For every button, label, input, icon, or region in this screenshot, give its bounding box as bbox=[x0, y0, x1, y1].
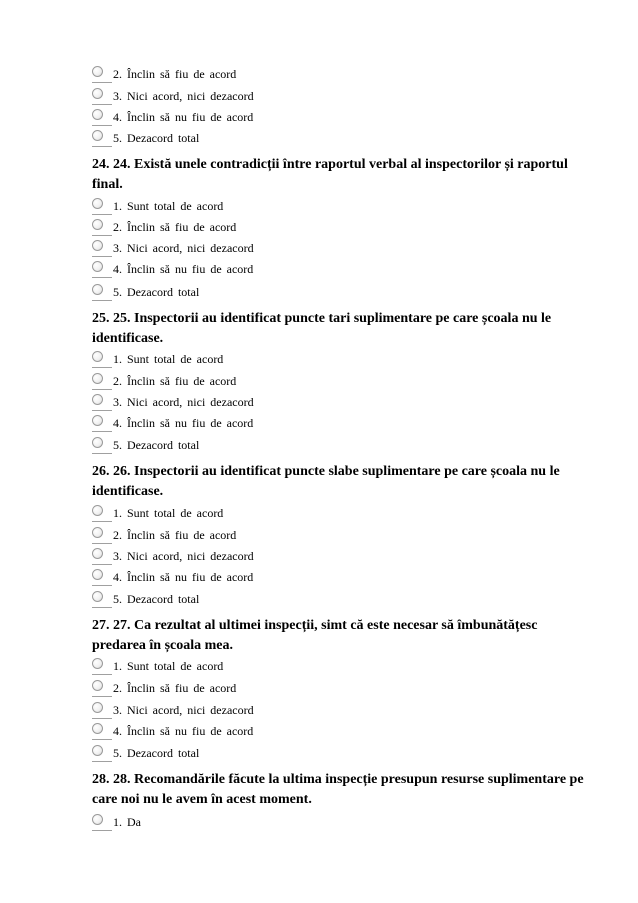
option-underline bbox=[92, 235, 112, 236]
option-underline bbox=[92, 300, 112, 301]
radio-button[interactable] bbox=[92, 548, 103, 559]
question-24-title: 24. 24. Există unele contradicții între raportul verbal al inspectorilor și raportul final. bbox=[92, 157, 568, 192]
radio-button[interactable] bbox=[92, 505, 103, 516]
radio-button[interactable] bbox=[92, 702, 103, 713]
option-label: 5. Dezacord total bbox=[113, 438, 200, 452]
option-underline bbox=[92, 389, 112, 390]
radio-button[interactable] bbox=[92, 437, 103, 448]
radio-button[interactable] bbox=[92, 814, 103, 825]
option-label: 5. Dezacord total bbox=[113, 285, 200, 299]
option-label: 4. Înclin să nu fiu de acord bbox=[113, 416, 254, 430]
option-underline bbox=[92, 696, 112, 697]
question-28-title: 28. 28. Recomandările făcute la ultima inspecție presupun resurse suplimentare pe care noi nu le avem în acest moment. bbox=[92, 772, 584, 807]
option-label: 4. Înclin să nu fiu de acord bbox=[113, 110, 254, 124]
radio-button[interactable] bbox=[92, 723, 103, 734]
radio-button[interactable] bbox=[92, 591, 103, 602]
radio-button[interactable] bbox=[92, 219, 103, 230]
radio-button[interactable] bbox=[92, 658, 103, 669]
option-underline bbox=[92, 521, 112, 522]
option-label: 3. Nici acord, nici dezacord bbox=[113, 89, 254, 103]
option-underline bbox=[92, 585, 112, 586]
option-label: 3. Nici acord, nici dezacord bbox=[113, 703, 254, 717]
option-label: 4. Înclin să nu fiu de acord bbox=[113, 724, 254, 738]
option-label: 2. Înclin să fiu de acord bbox=[113, 220, 237, 234]
option-underline bbox=[92, 367, 112, 368]
option-label: 4. Înclin să nu fiu de acord bbox=[113, 570, 254, 584]
radio-button[interactable] bbox=[92, 569, 103, 580]
question-25-title: 25. 25. Inspectorii au identificat puncte tari suplimentare pe care școala nu le identificase. bbox=[92, 311, 552, 346]
radio-button[interactable] bbox=[92, 527, 103, 538]
option-label: 2. Înclin să fiu de acord bbox=[113, 681, 237, 695]
option-underline bbox=[92, 214, 112, 215]
radio-button[interactable] bbox=[92, 240, 103, 251]
option-label: 1. Da bbox=[113, 815, 141, 829]
option-label: 5. Dezacord total bbox=[113, 746, 200, 760]
option-underline bbox=[92, 830, 112, 831]
radio-button[interactable] bbox=[92, 284, 103, 295]
option-underline bbox=[92, 453, 112, 454]
option-underline bbox=[92, 104, 112, 105]
question-26-title: 26. 26. Inspectorii au identificat puncte slabe suplimentare pe care școala nu le identificase. bbox=[92, 464, 560, 499]
radio-button[interactable] bbox=[92, 394, 103, 405]
option-underline bbox=[92, 543, 112, 544]
radio-button[interactable] bbox=[92, 66, 103, 77]
radio-button[interactable] bbox=[92, 415, 103, 426]
option-label: 1. Sunt total de acord bbox=[113, 352, 224, 366]
option-label: 5. Dezacord total bbox=[113, 131, 200, 145]
option-underline bbox=[92, 674, 112, 675]
radio-button[interactable] bbox=[92, 745, 103, 756]
option-underline bbox=[92, 564, 112, 565]
option-label: 1. Sunt total de acord bbox=[113, 659, 224, 673]
radio-button[interactable] bbox=[92, 680, 103, 691]
option-underline bbox=[92, 761, 112, 762]
option-underline bbox=[92, 718, 112, 719]
option-underline bbox=[92, 607, 112, 608]
option-label: 2. Înclin să fiu de acord bbox=[113, 374, 237, 388]
option-label: 5. Dezacord total bbox=[113, 592, 200, 606]
radio-button[interactable] bbox=[92, 351, 103, 362]
option-label: 3. Nici acord, nici dezacord bbox=[113, 395, 254, 409]
option-underline bbox=[92, 125, 112, 126]
option-underline bbox=[92, 410, 112, 411]
radio-button[interactable] bbox=[92, 109, 103, 120]
option-label: 3. Nici acord, nici dezacord bbox=[113, 549, 254, 563]
option-underline bbox=[92, 431, 112, 432]
option-label: 1. Sunt total de acord bbox=[113, 199, 224, 213]
option-label: 3. Nici acord, nici dezacord bbox=[113, 241, 254, 255]
option-label: 1. Sunt total de acord bbox=[113, 506, 224, 520]
question-27-title: 27. 27. Ca rezultat al ultimei inspecții, simt că este necesar să îmbunătățesc predarea în școala mea. bbox=[92, 618, 538, 653]
option-label: 4. Înclin să nu fiu de acord bbox=[113, 262, 254, 276]
radio-button[interactable] bbox=[92, 88, 103, 99]
radio-button[interactable] bbox=[92, 130, 103, 141]
option-underline bbox=[92, 256, 112, 257]
option-underline bbox=[92, 277, 112, 278]
radio-button[interactable] bbox=[92, 261, 103, 272]
radio-button[interactable] bbox=[92, 198, 103, 209]
option-underline bbox=[92, 82, 112, 83]
option-underline bbox=[92, 739, 112, 740]
option-label: 2. Înclin să fiu de acord bbox=[113, 528, 237, 542]
option-underline bbox=[92, 146, 112, 147]
radio-button[interactable] bbox=[92, 373, 103, 384]
option-label: 2. Înclin să fiu de acord bbox=[113, 67, 237, 81]
